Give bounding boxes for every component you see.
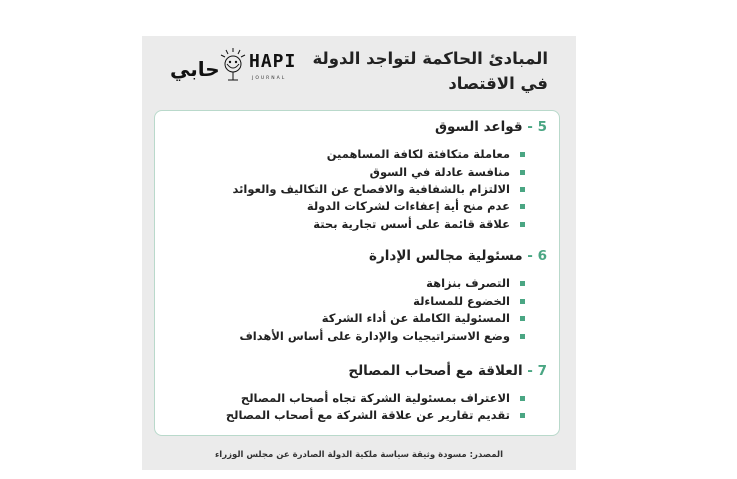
hapi-emblem-icon <box>218 46 248 86</box>
logo-subtext: JOURNAL <box>252 76 287 81</box>
section-title: العلاقة مع أصحاب المصالح <box>348 363 523 379</box>
section-title: مسئولية مجالس الإدارة <box>369 248 523 264</box>
section-title: قواعد السوق <box>434 119 523 135</box>
logo-arabic-text: حابي <box>170 57 220 81</box>
title-line-1: المبادئ الحاكمة لتواجد الدولة <box>312 49 548 68</box>
section-number: 6 <box>537 248 547 264</box>
bullet-square-icon <box>520 222 525 227</box>
principles-panel <box>154 110 560 436</box>
bullet-square-icon <box>520 152 525 157</box>
list-item: الاعتراف بمسئولية الشركة تجاه أصحاب المصالح <box>241 390 525 406</box>
page-title <box>278 46 548 96</box>
bullet-square-icon <box>520 316 525 321</box>
source-note: المصدر: مسودة وثيقة سياسة ملكية الدولة الصادرة عن مجلس الوزراء <box>214 450 504 460</box>
bullet-square-icon <box>520 413 525 418</box>
section-dash: - <box>522 248 533 264</box>
list-item: معاملة متكافئة لكافة المساهمين <box>327 146 525 162</box>
list-item: الخضوع للمساءلة <box>413 293 525 309</box>
section-7-heading <box>348 363 547 379</box>
list-item: الالتزام بالشفافية والافصاح عن التكاليف والعوائد <box>232 181 525 197</box>
list-item: علاقة قائمة على أسس تجارية بحتة <box>313 216 525 232</box>
section-6-heading <box>369 248 547 264</box>
bullet-square-icon <box>520 281 525 286</box>
bullet-square-icon <box>520 170 525 175</box>
section-5-heading <box>435 119 547 135</box>
section-number: 5 <box>537 119 547 135</box>
infographic-card <box>142 36 576 470</box>
bullet-square-icon <box>520 334 525 339</box>
list-item: عدم منح أية إعفاءات لشركات الدولة <box>307 198 525 214</box>
section-dash: - <box>522 363 533 379</box>
bullet-square-icon <box>520 187 525 192</box>
bullet-square-icon <box>520 396 525 401</box>
list-item: تقديم تقارير عن علاقة الشركة مع أصحاب المصالح <box>226 407 525 423</box>
hapi-logo <box>170 45 297 89</box>
title-line-2: في الاقتصاد <box>448 74 548 93</box>
logo-latin-text: HAPI <box>249 51 297 72</box>
list-item: وضع الاستراتيجيات والإدارة على أساس الأهداف <box>239 328 525 344</box>
list-item: التصرف بنزاهة <box>426 275 525 291</box>
section-dash: - <box>522 119 533 135</box>
bullet-square-icon <box>520 204 525 209</box>
section-number: 7 <box>537 363 547 379</box>
list-item: المسئولية الكاملة عن أداء الشركة <box>322 310 525 326</box>
bullet-square-icon <box>520 299 525 304</box>
list-item: منافسة عادلة في السوق <box>370 164 525 180</box>
